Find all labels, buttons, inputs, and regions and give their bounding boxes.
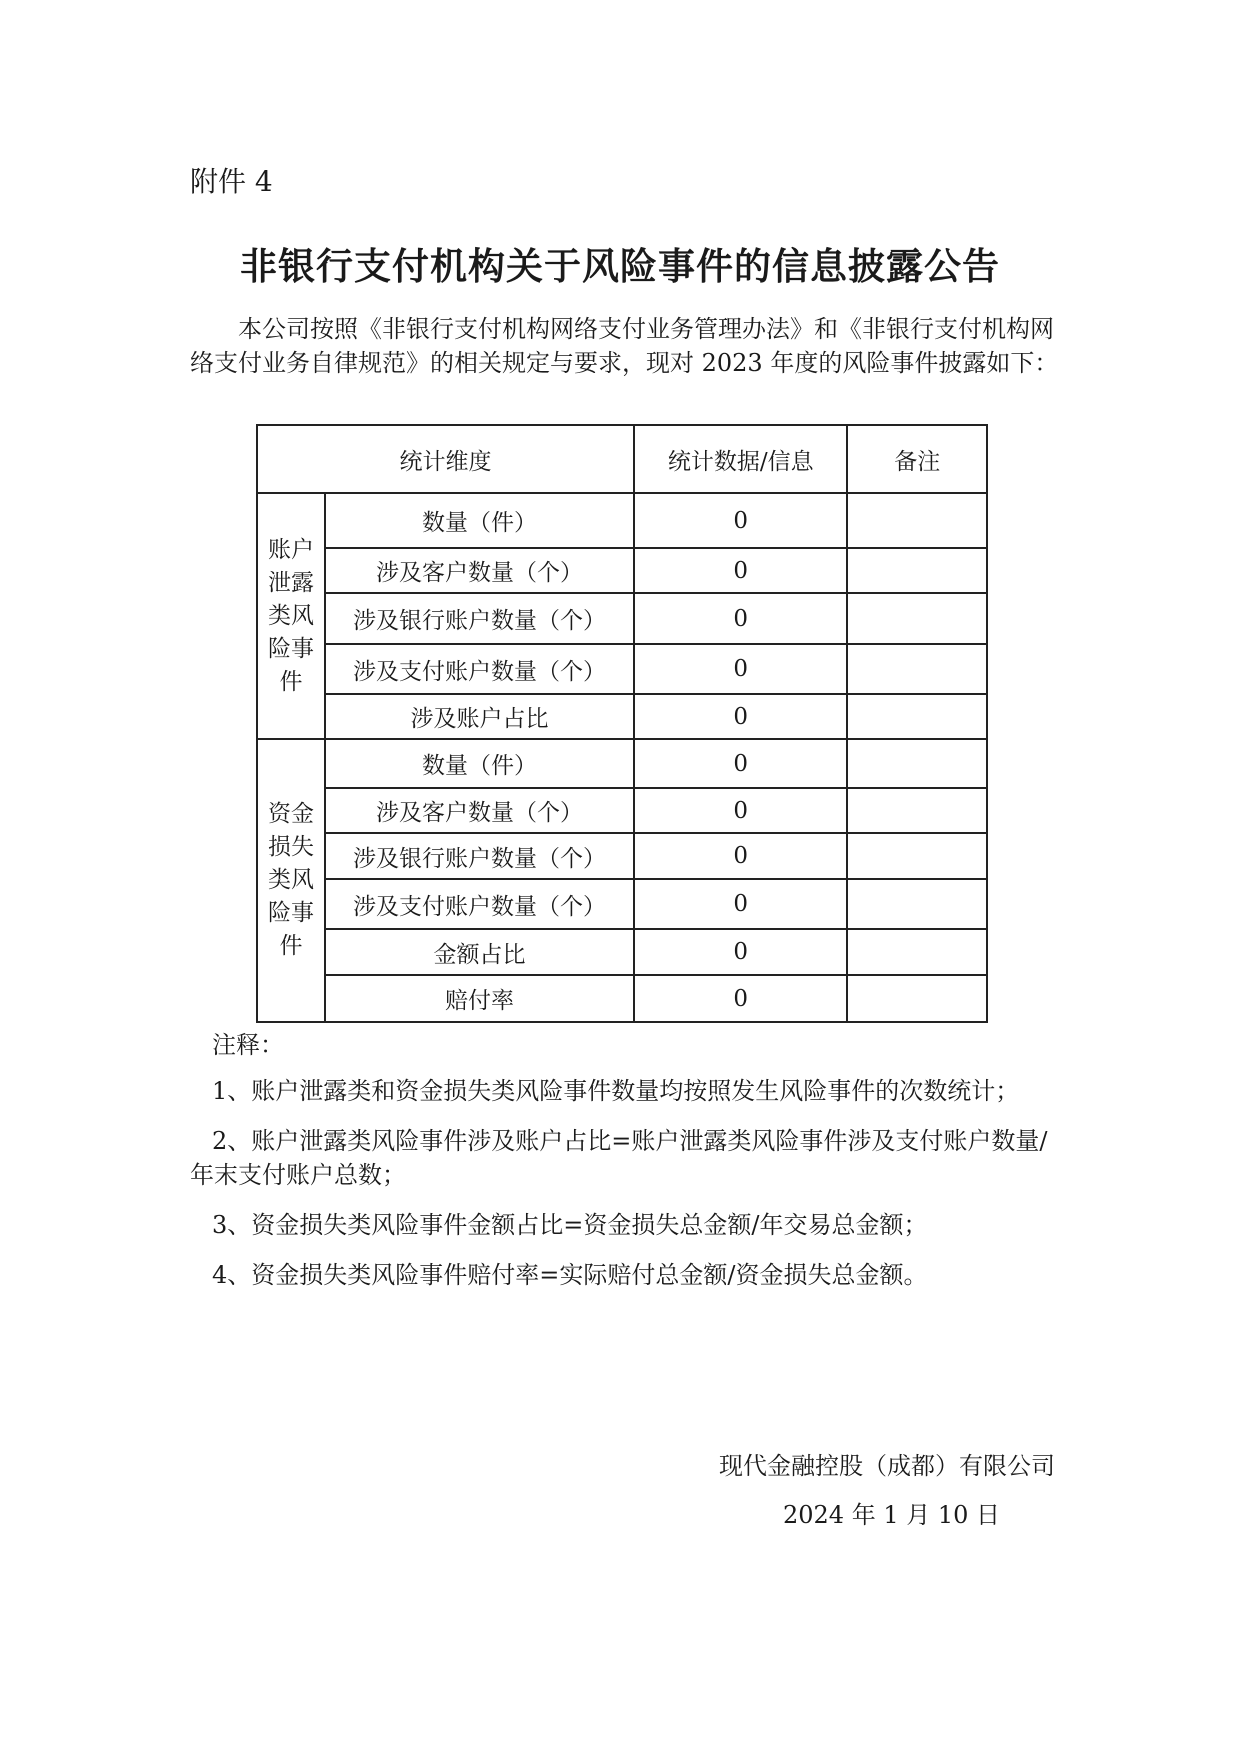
row-item: 涉及支付账户数量（个） xyxy=(325,879,634,929)
row-remark xyxy=(847,493,987,548)
row-item: 赔付率 xyxy=(325,975,634,1022)
company-signature: 现代金融控股（成都）有限公司 xyxy=(719,1452,1055,1480)
row-item: 数量（件） xyxy=(325,493,634,548)
row-remark xyxy=(847,879,987,929)
table-row xyxy=(257,548,987,593)
row-value: 0 xyxy=(634,879,847,929)
row-item: 涉及银行账户数量（个） xyxy=(325,833,634,879)
row-value: 0 xyxy=(634,788,847,833)
row-remark xyxy=(847,694,987,739)
row-item: 数量（件） xyxy=(325,739,634,788)
table-row xyxy=(257,644,987,694)
row-remark xyxy=(847,644,987,694)
group-label-fund-loss: 资金损失类风险事件 xyxy=(257,739,325,1022)
note-item: 3、资金损失类风险事件金额占比=资金损失总金额/年交易总金额； xyxy=(212,1211,928,1239)
attachment-label: 附件 4 xyxy=(190,165,273,198)
note-item: 1、账户泄露类和资金损失类风险事件数量均按照发生风险事件的次数统计； xyxy=(212,1077,1020,1105)
table-header-row xyxy=(257,425,987,493)
group-label-account-leak: 账户泄露类风险事件 xyxy=(257,493,325,739)
header-remark: 备注 xyxy=(847,425,987,493)
signature-date: 2024 年 1 月 10 日 xyxy=(783,1501,1001,1529)
row-remark xyxy=(847,833,987,879)
notes-section xyxy=(190,1028,1060,1308)
row-value: 0 xyxy=(634,929,847,975)
row-value: 0 xyxy=(634,975,847,1022)
note-item: 4、资金损失类风险事件赔付率=实际赔付总金额/资金损失总金额。 xyxy=(212,1261,928,1289)
row-remark xyxy=(847,929,987,975)
row-item: 涉及客户数量（个） xyxy=(325,788,634,833)
table-row xyxy=(257,879,987,929)
table-row xyxy=(257,788,987,833)
table-row xyxy=(257,833,987,879)
risk-table xyxy=(256,424,988,1023)
row-remark xyxy=(847,593,987,644)
table-row xyxy=(257,493,987,548)
row-remark xyxy=(847,975,987,1022)
row-value: 0 xyxy=(634,739,847,788)
row-remark xyxy=(847,788,987,833)
row-item: 涉及支付账户数量（个） xyxy=(325,644,634,694)
header-dimension: 统计维度 xyxy=(257,425,634,493)
row-value: 0 xyxy=(634,694,847,739)
row-value: 0 xyxy=(634,593,847,644)
intro-paragraph: 本公司按照《非银行支付机构网络支付业务管理办法》和《非银行支付机构网络支付业务自律规范》的相关规定与要求，现对 2023 年度的风险事件披露如下： xyxy=(190,315,1059,377)
row-remark xyxy=(847,548,987,593)
row-value: 0 xyxy=(634,493,847,548)
row-item: 涉及银行账户数量（个） xyxy=(325,593,634,644)
table-row xyxy=(257,694,987,739)
row-value: 0 xyxy=(634,548,847,593)
row-value: 0 xyxy=(634,644,847,694)
table-row xyxy=(257,739,987,788)
page-title: 非银行支付机构关于风险事件的信息披露公告 xyxy=(240,245,1000,288)
notes-label: 注释： xyxy=(212,1031,284,1059)
table-row xyxy=(257,975,987,1022)
row-item: 涉及客户数量（个） xyxy=(325,548,634,593)
table-row xyxy=(257,929,987,975)
table-row xyxy=(257,593,987,644)
row-item: 金额占比 xyxy=(325,929,634,975)
header-data: 统计数据/信息 xyxy=(634,425,847,493)
row-item: 涉及账户占比 xyxy=(325,694,634,739)
row-value: 0 xyxy=(634,833,847,879)
note-item: 2、账户泄露类风险事件涉及账户占比=账户泄露类风险事件涉及支付账户数量/年末支付账户总数； xyxy=(190,1127,1048,1189)
row-remark xyxy=(847,739,987,788)
